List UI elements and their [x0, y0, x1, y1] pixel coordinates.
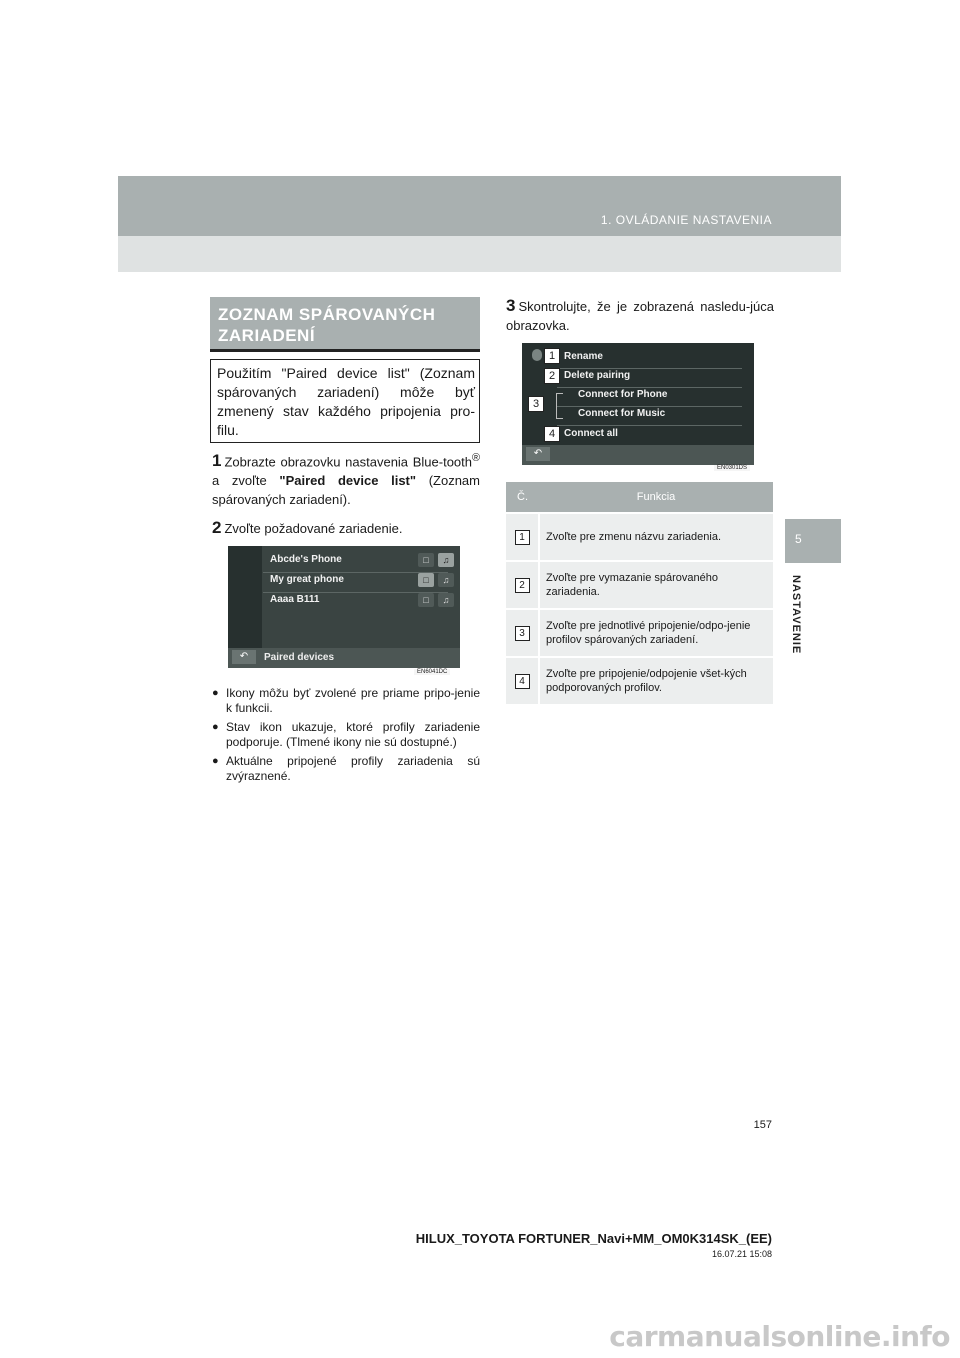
side-chapter-number: 5: [795, 532, 802, 546]
phone-icon[interactable]: □: [418, 553, 434, 567]
footer-date: 16.07.21 15:08: [711, 1249, 772, 1259]
step-3: 3 Skontrolujte, že je zobrazená nasledu-júca obrazovka.: [506, 296, 774, 333]
step-1: 1 Zobrazte obrazovku nastavenia Blue-tooth® a zvoľte "Paired device list" (Zoznam spárovaných zariadení).: [212, 451, 480, 508]
row-text: Zvoľte pre zmenu názvu zariadenia.: [539, 513, 773, 561]
step-2: 2 Zvoľte požadované zariadenie.: [212, 518, 403, 537]
step-number: 3: [506, 296, 516, 315]
table-row: [506, 609, 773, 657]
function-table: [506, 482, 773, 704]
table-row: [506, 657, 773, 704]
return-arrow-icon[interactable]: ↶: [526, 447, 550, 461]
screen-footer-label: Paired devices: [264, 652, 335, 663]
callout-2: 2: [544, 368, 560, 384]
callout-1: 1: [544, 348, 560, 364]
step-number: 2: [212, 518, 222, 537]
menu-connect-music[interactable]: Connect for Music: [578, 408, 666, 419]
row-text: Zvoľte pre jednotlivé pripojenie/odpo-jenie profilov spárovaných zariadení.: [539, 609, 773, 657]
image-code: EN0301DS: [714, 465, 750, 471]
bullet-item: ● Aktuálne pripojené profily zariadenia sú zvýraznené.: [212, 754, 480, 784]
menu-delete-pairing[interactable]: Delete pairing: [564, 370, 631, 381]
header-subbar: [118, 236, 841, 272]
device-row[interactable]: Abcde's Phone: [270, 554, 342, 565]
row-text: Zvoľte pre pripojenie/odpojenie všet-kých podporovaných profilov.: [539, 657, 773, 704]
menu-connect-all[interactable]: Connect all: [564, 428, 618, 439]
header-bar: [118, 176, 841, 236]
music-icon[interactable]: ♫: [438, 553, 454, 567]
bracket-icon: [556, 393, 563, 419]
row-number: 2: [515, 578, 530, 593]
row-number: 1: [515, 530, 530, 545]
paired-devices-screen: [228, 546, 460, 668]
table-row: [506, 561, 773, 609]
phone-icon[interactable]: □: [418, 573, 434, 587]
bullet-item: ● Stav ikon ukazuje, ktoré profily zariadenie podporuje. (Tlmené ikony nie sú dostupné.): [212, 720, 480, 750]
music-icon[interactable]: ♫: [438, 573, 454, 587]
intro-text: Použitím "Paired device list" (Zoznam spárovaných zariadení) môže byť zmenený stav každého pripojenia pro-filu.: [217, 365, 475, 438]
return-arrow-icon[interactable]: ↶: [232, 650, 256, 664]
bullet-list: [212, 686, 480, 788]
footer-doc-id: HILUX_TOYOTA FORTUNER_Navi+MM_OM0K314SK_(EE): [415, 1231, 772, 1246]
device-row[interactable]: Aaaa B111: [270, 594, 320, 605]
bullet-item: ● Ikony môžu byť zvolené pre priame pripo-jenie k funkcii.: [212, 686, 480, 716]
side-chapter-label: NASTAVENIE: [790, 575, 802, 655]
music-icon[interactable]: ♫: [438, 593, 454, 607]
menu-rename[interactable]: Rename: [564, 351, 603, 362]
row-number: 3: [515, 626, 530, 641]
section-title: ZOZNAM SPÁROVANÝCH ZARIADENÍ: [218, 305, 436, 345]
chapter-title: 1. OVLÁDANIE NASTAVENIA: [600, 213, 772, 227]
page-number: 157: [753, 1119, 772, 1131]
row-number: 4: [515, 674, 530, 689]
column-header: Č.: [506, 482, 539, 513]
column-header: Funkcia: [539, 482, 773, 513]
section-rule: [210, 349, 480, 352]
table-row: [506, 513, 773, 561]
table-header-row: [506, 482, 773, 513]
device-row[interactable]: My great phone: [270, 574, 344, 585]
callout-3: 3: [528, 396, 544, 412]
image-code: EN6041DC: [414, 669, 450, 675]
step-number: 1: [212, 451, 222, 471]
row-text: Zvoľte pre vymazanie spárovaného zariadenia.: [539, 561, 773, 609]
side-chapter-tab: [785, 519, 841, 563]
menu-connect-phone[interactable]: Connect for Phone: [578, 389, 668, 400]
callout-4: 4: [544, 426, 560, 442]
watermark: carmanualsonline.info: [609, 1320, 950, 1353]
phone-icon[interactable]: □: [418, 593, 434, 607]
